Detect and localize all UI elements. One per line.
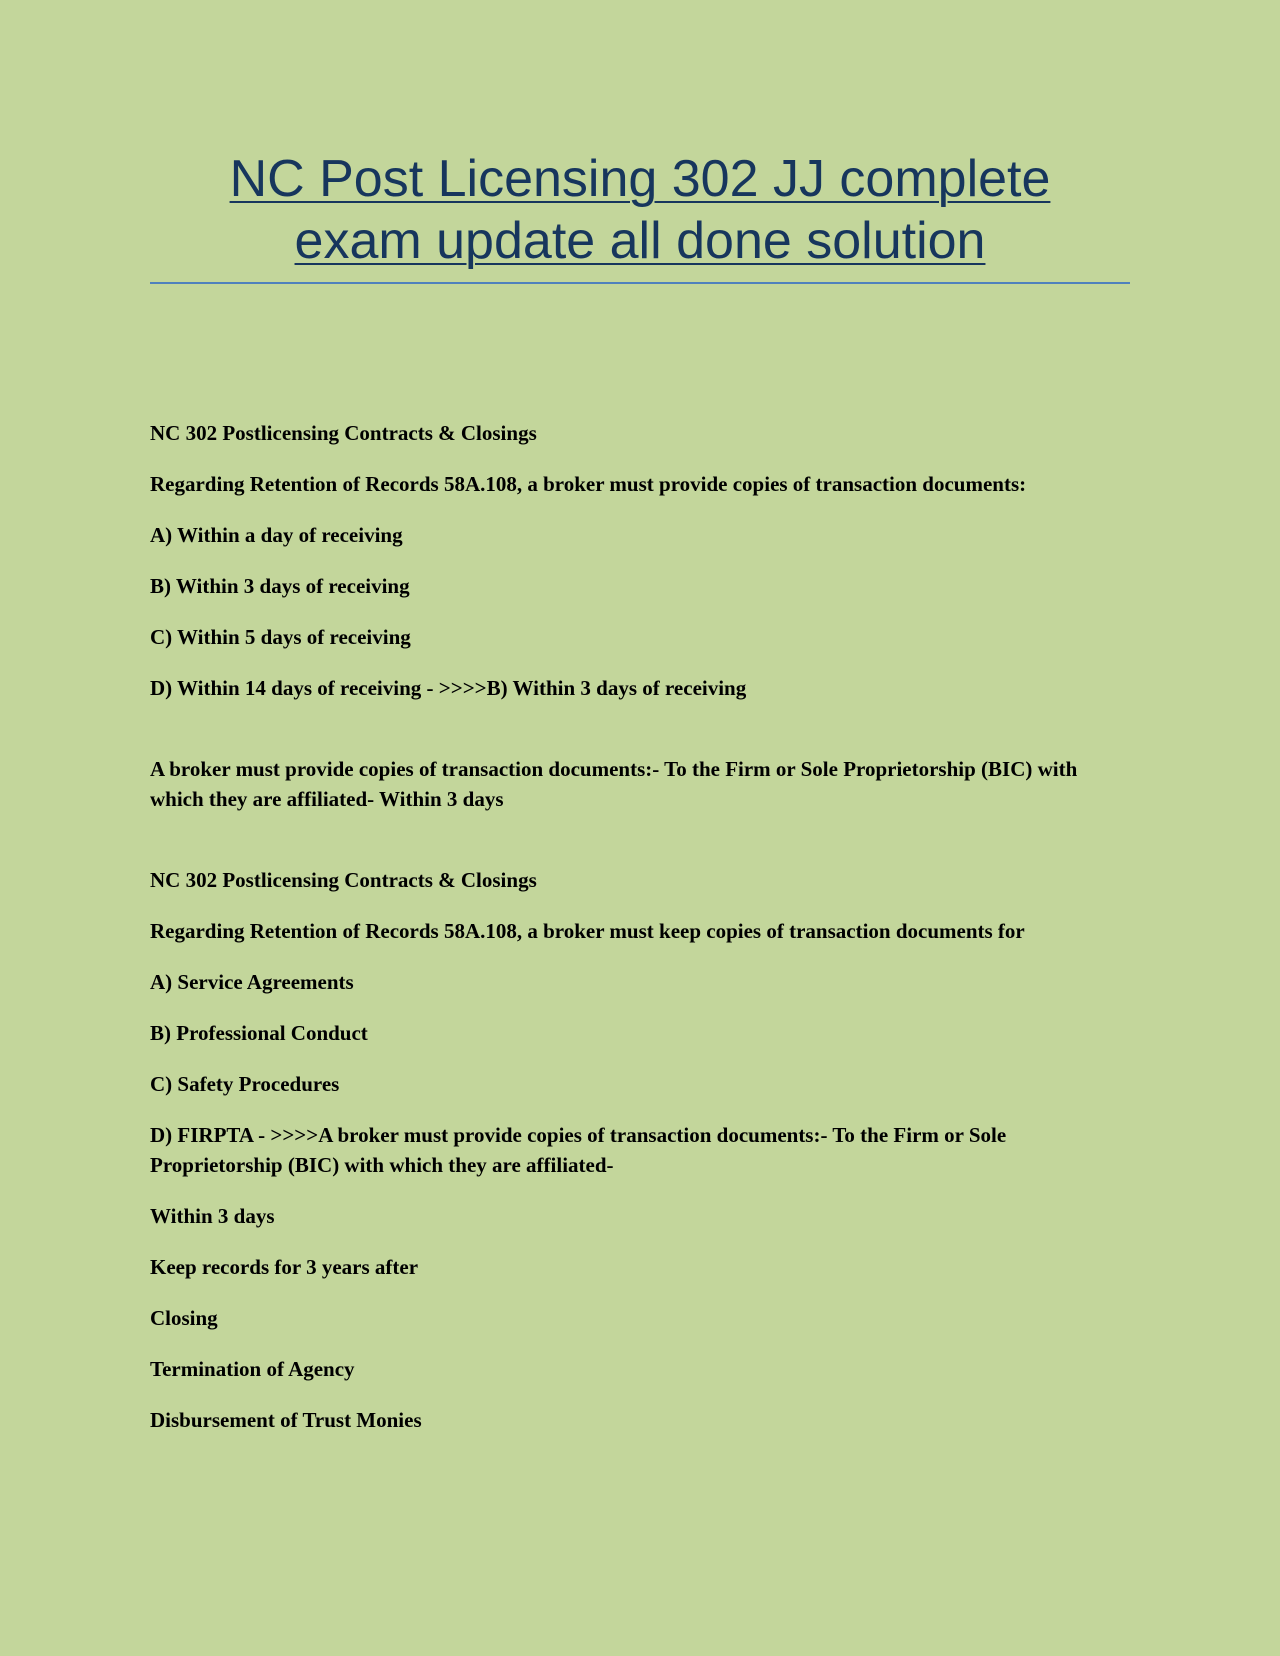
document-title xyxy=(150,148,1130,272)
answer-option: B) Professional Conduct xyxy=(150,1021,368,1045)
answer-detail: Within 3 days xyxy=(150,1204,275,1228)
answer-option: B) Within 3 days of receiving xyxy=(150,574,410,598)
question-text: Regarding Retention of Records 58A.108, a broker must provide copies of transaction documents: xyxy=(150,472,1027,496)
document-body xyxy=(150,418,1130,1456)
answer-detail: Closing xyxy=(150,1306,218,1330)
answer-option: C) Within 5 days of receiving xyxy=(150,625,411,649)
answer-detail: Keep records for 3 years after xyxy=(150,1255,419,1279)
answer-option: D) FIRPTA - >>>>A broker must provide copies of transaction documents:- To the Firm or Sole Proprietorship (BIC) with which they are affiliated- xyxy=(150,1123,1007,1177)
answer-option: A) Within a day of receiving xyxy=(150,523,403,547)
explanation-text: A broker must provide copies of transaction documents:- To the Firm or Sole Proprietorship (BIC) with which they are affiliated- Within 3 days xyxy=(150,757,1078,811)
title-divider xyxy=(150,282,1130,284)
answer-option: C) Safety Procedures xyxy=(150,1072,340,1096)
answer-option: D) Within 14 days of receiving - >>>>B) Within 3 days of receiving xyxy=(150,676,747,700)
answer-detail: Termination of Agency xyxy=(150,1357,355,1381)
title-line-2: exam update all done solution xyxy=(294,212,986,270)
question-text: Regarding Retention of Records 58A.108, a broker must keep copies of transaction documents for xyxy=(150,919,1025,943)
answer-option: A) Service Agreements xyxy=(150,970,354,994)
answer-detail: Disbursement of Trust Monies xyxy=(150,1408,422,1432)
section-heading: NC 302 Postlicensing Contracts & Closings xyxy=(150,421,537,445)
title-line-1: NC Post Licensing 302 JJ complete xyxy=(229,150,1051,208)
section-heading: NC 302 Postlicensing Contracts & Closings xyxy=(150,868,537,892)
